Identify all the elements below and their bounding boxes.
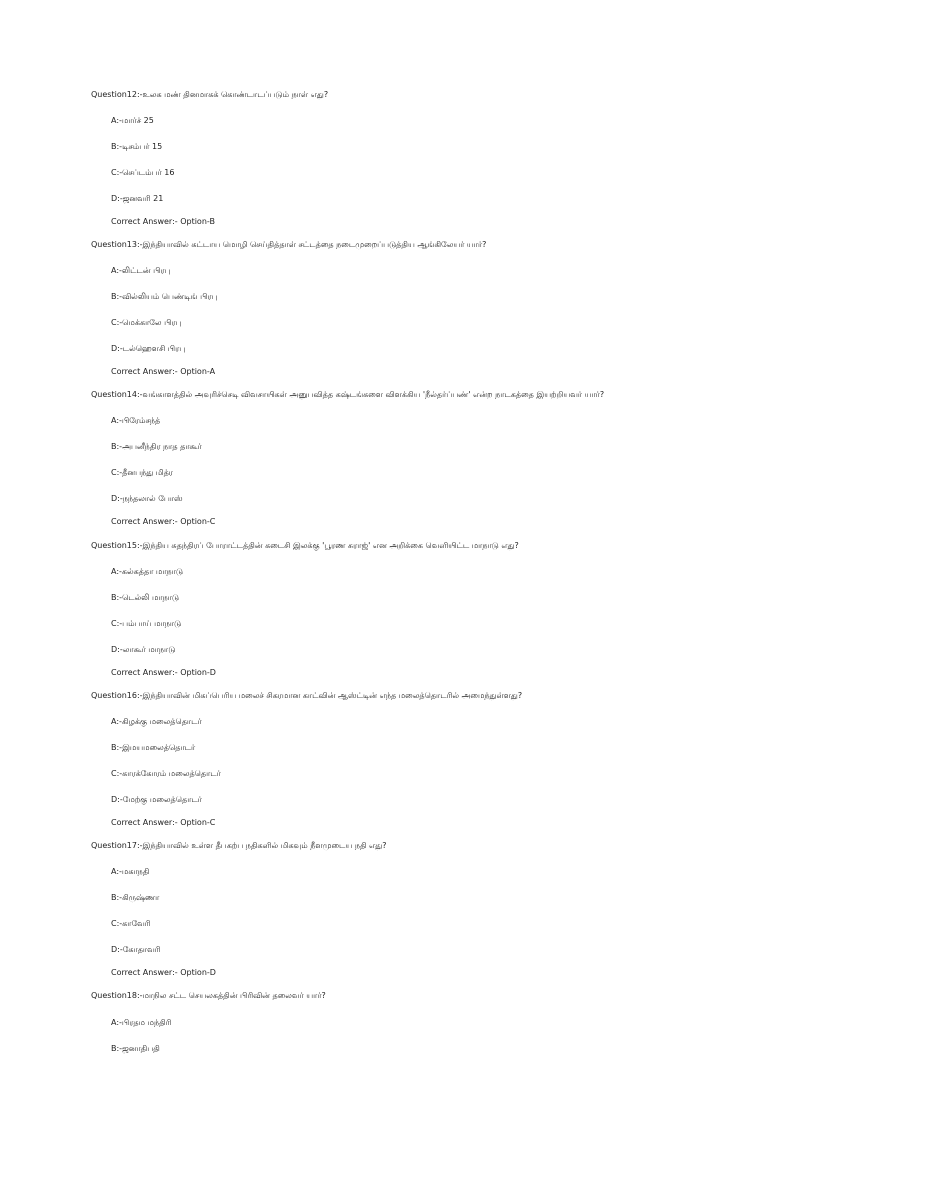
option-d: D:-கோதாவரி bbox=[111, 945, 161, 954]
question-text: இந்தியாவில் உள்ள தீபகற்ப நதிகளில் மிகவும் நீளமுடைய நதி எது? bbox=[142, 841, 387, 850]
question-text: வங்காளத்தில் அவுரிச்செடி விவசாயிகள் அனுபவித்த கஷ்டங்களை விளக்கிய 'நீல்தர்ப்பண்' என்ற நாடகத்தை இயற்றியவர் யார்? bbox=[142, 390, 605, 399]
question-17 bbox=[91, 841, 386, 851]
question-15 bbox=[91, 541, 519, 551]
question-label: Question16:- bbox=[91, 691, 143, 700]
correct-answer: Correct Answer:- Option-D bbox=[111, 668, 216, 677]
option-a: A:-பிரதம மந்திரி bbox=[111, 1018, 172, 1027]
question-16 bbox=[91, 691, 522, 701]
option-b: B:-டிசம்பர் 15 bbox=[111, 142, 163, 151]
option-a: A:-லிட்டன் பிரபு bbox=[111, 266, 171, 275]
question-label: Question17:- bbox=[91, 841, 143, 850]
question-text: மாநில சட்ட செயலகத்தின் பிரிவின் தலைவர் யார்? bbox=[142, 991, 326, 1000]
question-18 bbox=[91, 991, 326, 1001]
question-13 bbox=[91, 240, 486, 250]
option-c: C:-காரக்கோரம் மலைத்தொடர் bbox=[111, 769, 221, 778]
option-d: D:-நந்தலால் போஸ் bbox=[111, 494, 183, 503]
option-c: C:-தீனபந்து மித்ர bbox=[111, 468, 173, 477]
option-a: A:-பிரேம்சந்த் bbox=[111, 416, 161, 425]
question-text: உலக மண் தினமாகக் கொண்டாடப்படும் நாள் எது? bbox=[142, 90, 329, 99]
question-12 bbox=[91, 90, 328, 100]
option-b: B:-இமயமலைத்தொடர் bbox=[111, 743, 196, 752]
option-b: B:-அபனீந்திர நாத தாகூர் bbox=[111, 442, 202, 451]
option-a: A:-மகாநதி bbox=[111, 867, 150, 876]
correct-answer: Correct Answer:- Option-B bbox=[111, 217, 215, 226]
correct-answer: Correct Answer:- Option-C bbox=[111, 818, 216, 827]
option-c: C:-காவேரி bbox=[111, 919, 151, 928]
question-label: Question18:- bbox=[91, 991, 143, 1000]
question-text: இந்திய சுதந்திரப் போராட்டத்தின் கடைசி இலக்கு 'பூரண சுராஜ்' என அறிக்கை வெளியிட்ட மாநாடு எது? bbox=[142, 541, 519, 550]
option-a: A:-கிழக்கு மலைத்தொடர் bbox=[111, 717, 202, 726]
question-label: Question12:- bbox=[91, 90, 143, 99]
option-d: D:-லாகூர் மாநாடு bbox=[111, 645, 176, 654]
option-a: A:-மார்ச் 25 bbox=[111, 116, 154, 125]
option-a: A:-கல்கத்தா மாநாடு bbox=[111, 567, 184, 576]
correct-answer: Correct Answer:- Option-D bbox=[111, 968, 216, 977]
option-c: C:-பம்பாய் மாநாடு bbox=[111, 619, 182, 628]
question-text: இந்தியாவின் மிகப்பெரிய மலைச் சிகரமான காட்வின் ஆஸ்ட்டின் எந்த மலைத்தொடரில் அமைந்துள்ளது? bbox=[142, 691, 523, 700]
question-label: Question14:- bbox=[91, 390, 143, 399]
question-text: இந்தியாவில் கட்டாய மொழி செய்தித்தாள் சட்டத்தை நடைமுறைப்படுத்திய ஆங்கிலேயர் யார்? bbox=[142, 240, 487, 249]
option-b: B:-கிருஷ்ணா bbox=[111, 893, 160, 902]
option-b: B:-டெல்லி மாநாடு bbox=[111, 593, 180, 602]
option-c: C:-மெக்காலே பிரபு bbox=[111, 318, 182, 327]
question-label: Question15:- bbox=[91, 541, 143, 550]
question-14 bbox=[91, 390, 604, 400]
option-d: D:-ஜனவரி 21 bbox=[111, 194, 164, 203]
option-b: B:-வில்லியம் பெண்டிங் பிரபு bbox=[111, 292, 218, 301]
correct-answer: Correct Answer:- Option-C bbox=[111, 517, 216, 526]
option-d: D:-டல்ஹௌசி பிரபு bbox=[111, 344, 186, 353]
option-c: C:-செப்டம்பர் 16 bbox=[111, 168, 175, 177]
correct-answer: Correct Answer:- Option-A bbox=[111, 367, 216, 376]
option-b: B:-ஜனாதிபதி bbox=[111, 1044, 160, 1053]
question-label: Question13:- bbox=[91, 240, 143, 249]
option-d: D:-மேற்கு மலைத்தொடர் bbox=[111, 795, 202, 804]
